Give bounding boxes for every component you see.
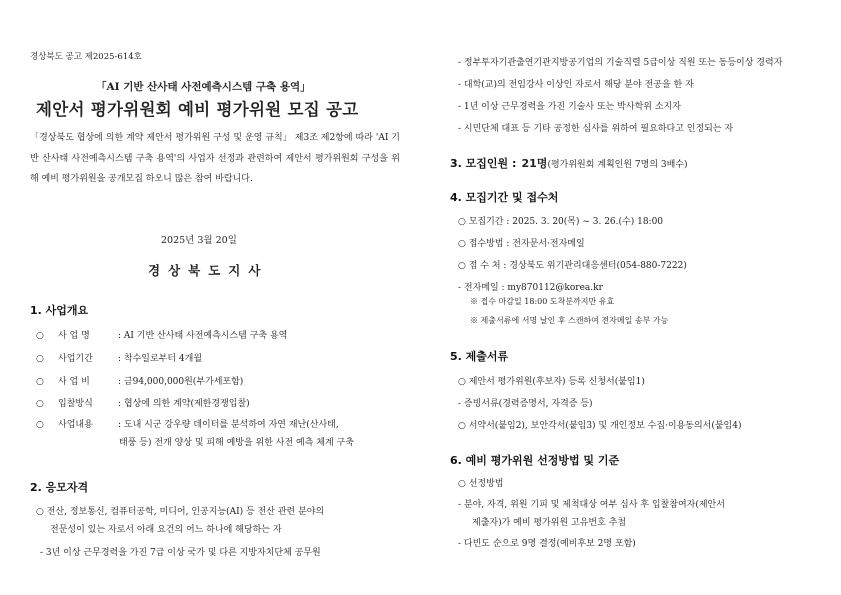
qualification-cont-4: - 시민단체 대표 등 기타 공정한 심사를 위하여 필요하다고 인정되는 자 bbox=[458, 124, 734, 134]
documents-item-application: ○ 제안서 평가위원(후보자) 등록 신청서(붙임1) bbox=[458, 377, 645, 387]
overview-item-bidding: ○ 입찰방식 : 협상에 의한 계약(제한경쟁입찰) bbox=[36, 399, 250, 409]
qualification-cont-3: - 1년 이상 근무경력을 가진 기술사 또는 박사학위 소지자 bbox=[458, 102, 681, 112]
overview-content-continuation: 태풍 등) 전개 양상 및 피해 예방을 위한 사전 예측 체계 구축 bbox=[119, 438, 354, 448]
overview-item-period: ○ 사업기간 : 착수일로부터 4개월 bbox=[36, 354, 203, 364]
bullet-icon: ○ bbox=[36, 420, 44, 430]
overview-item-content: ○ 사업내용 : 도내 시군 강우량 데이터를 분석하여 자연 재난(산사태, bbox=[36, 420, 339, 430]
section-title-qualification: 2. 응모자격 bbox=[30, 481, 89, 494]
qualification-line-3: - 3년 이상 근무경력을 가진 7급 이상 국가 및 다른 지방자치단체 공무원 bbox=[40, 548, 321, 558]
intro-paragraph: 「경상북도 협상에 의한 계약 제안서 평가위원 구성 및 운영 규칙」 제3조 제2항에 따라 'AI 기반 산사태 사전예측시스템 구축 용역'의 사업자 선정과 관련하여 제안서 평가위원회 구성을 위해 예비 평가위원을 공개모집 하오니 많은 참여 바랍니다. bbox=[30, 133, 400, 184]
announcement-date: 2025년 3월 20일 bbox=[161, 235, 237, 246]
qualification-cont-2: - 대학(교)의 전임강사 이상인 자로서 해당 분야 전공을 한 자 bbox=[458, 80, 694, 90]
notice-number: 경상북도 공고 제2025-614호 bbox=[30, 52, 142, 62]
section-title-period: 4. 모집기간 및 접수처 bbox=[450, 191, 559, 204]
period-note-scan: ※ 제출서류에 서명 날인 후 스캔하여 전자메일 송부 가능 bbox=[470, 316, 669, 325]
section-title-selection: 6. 예비 평가위원 선정방법 및 기준 bbox=[450, 454, 620, 467]
overview-item-budget: ○ 사 업 비 : 금94,000,000원(부가세포함) bbox=[36, 377, 244, 387]
selection-item-method: ○ 선정방법 bbox=[458, 479, 504, 489]
section-title-recruit: 3. 모집인원 : bbox=[450, 157, 517, 170]
overview-item-name: ○ 사 업 명 : AI 기반 산사태 사전예측시스템 구축 용역 bbox=[36, 331, 288, 341]
bullet-icon: ○ bbox=[36, 331, 44, 341]
recruit-count: 21명 bbox=[521, 157, 548, 170]
documents-item-proof: - 증빙서류(경력증명서, 자격증 등) bbox=[458, 399, 593, 409]
selection-item-decision: - 다빈도 순으로 9명 결정(예비후보 2명 포함) bbox=[458, 539, 636, 549]
section-title-overview: 1. 사업개요 bbox=[30, 304, 89, 317]
period-item-email: - 전자메일 : my870112@korea.kr bbox=[458, 283, 603, 293]
bullet-icon: ○ bbox=[36, 354, 44, 364]
qualification-line-1: ○ 전산, 정보통신, 컴퓨터공학, 미디어, 인공지능(AI) 등 전산 관련 분야의 bbox=[36, 507, 325, 517]
page-title: 제안서 평가위원회 예비 평가위원 모집 공고 bbox=[36, 100, 359, 119]
section-title-documents: 5. 제출서류 bbox=[450, 350, 509, 363]
selection-item-screening-cont: 제출자)가 예비 평가위원 고유번호 추첨 bbox=[472, 518, 627, 528]
qualification-cont-1: - 정부투자기관출연기관지방공기업의 기술직렬 5급이상 직원 또는 동등이상 경력자 bbox=[458, 58, 783, 68]
documents-item-pledge: ○ 서약서(붙임2), 보안각서(붙임3) 및 개인정보 수집·이용동의서(붙임4) bbox=[458, 421, 742, 431]
period-item-office: ○ 접 수 처 : 경상북도 위기관리대응센터(054-880-7222) bbox=[458, 261, 687, 271]
selection-item-screening: - 분야, 자격, 위원 기피 및 제척대상 여부 심사 후 입찰참여자(제안서 bbox=[458, 500, 725, 510]
recruit-detail: (평가위원회 계획인원 7명의 3배수) bbox=[547, 160, 688, 170]
bullet-icon: ○ bbox=[36, 377, 44, 387]
qualification-line-2: 전문성이 있는 자로서 아래 요건의 어느 하나에 해당하는 자 bbox=[50, 525, 282, 535]
bullet-icon: ○ bbox=[36, 399, 44, 409]
governor-signature: 경상북도지사 bbox=[148, 263, 269, 278]
period-item-duration: ○ 모집기간 : 2025. 3. 20(목) ~ 3. 26.(수) 18:00 bbox=[458, 217, 664, 227]
project-subject: 「AI 기반 산사태 사전예측시스템 구축 용역」 bbox=[96, 81, 311, 93]
section-recruit bbox=[450, 152, 688, 171]
period-item-method: ○ 접수방법 : 전자문서·전자메일 bbox=[458, 239, 585, 249]
period-note-deadline: ※ 접수 마감일 18:00 도착분까지만 유효 bbox=[470, 297, 615, 306]
